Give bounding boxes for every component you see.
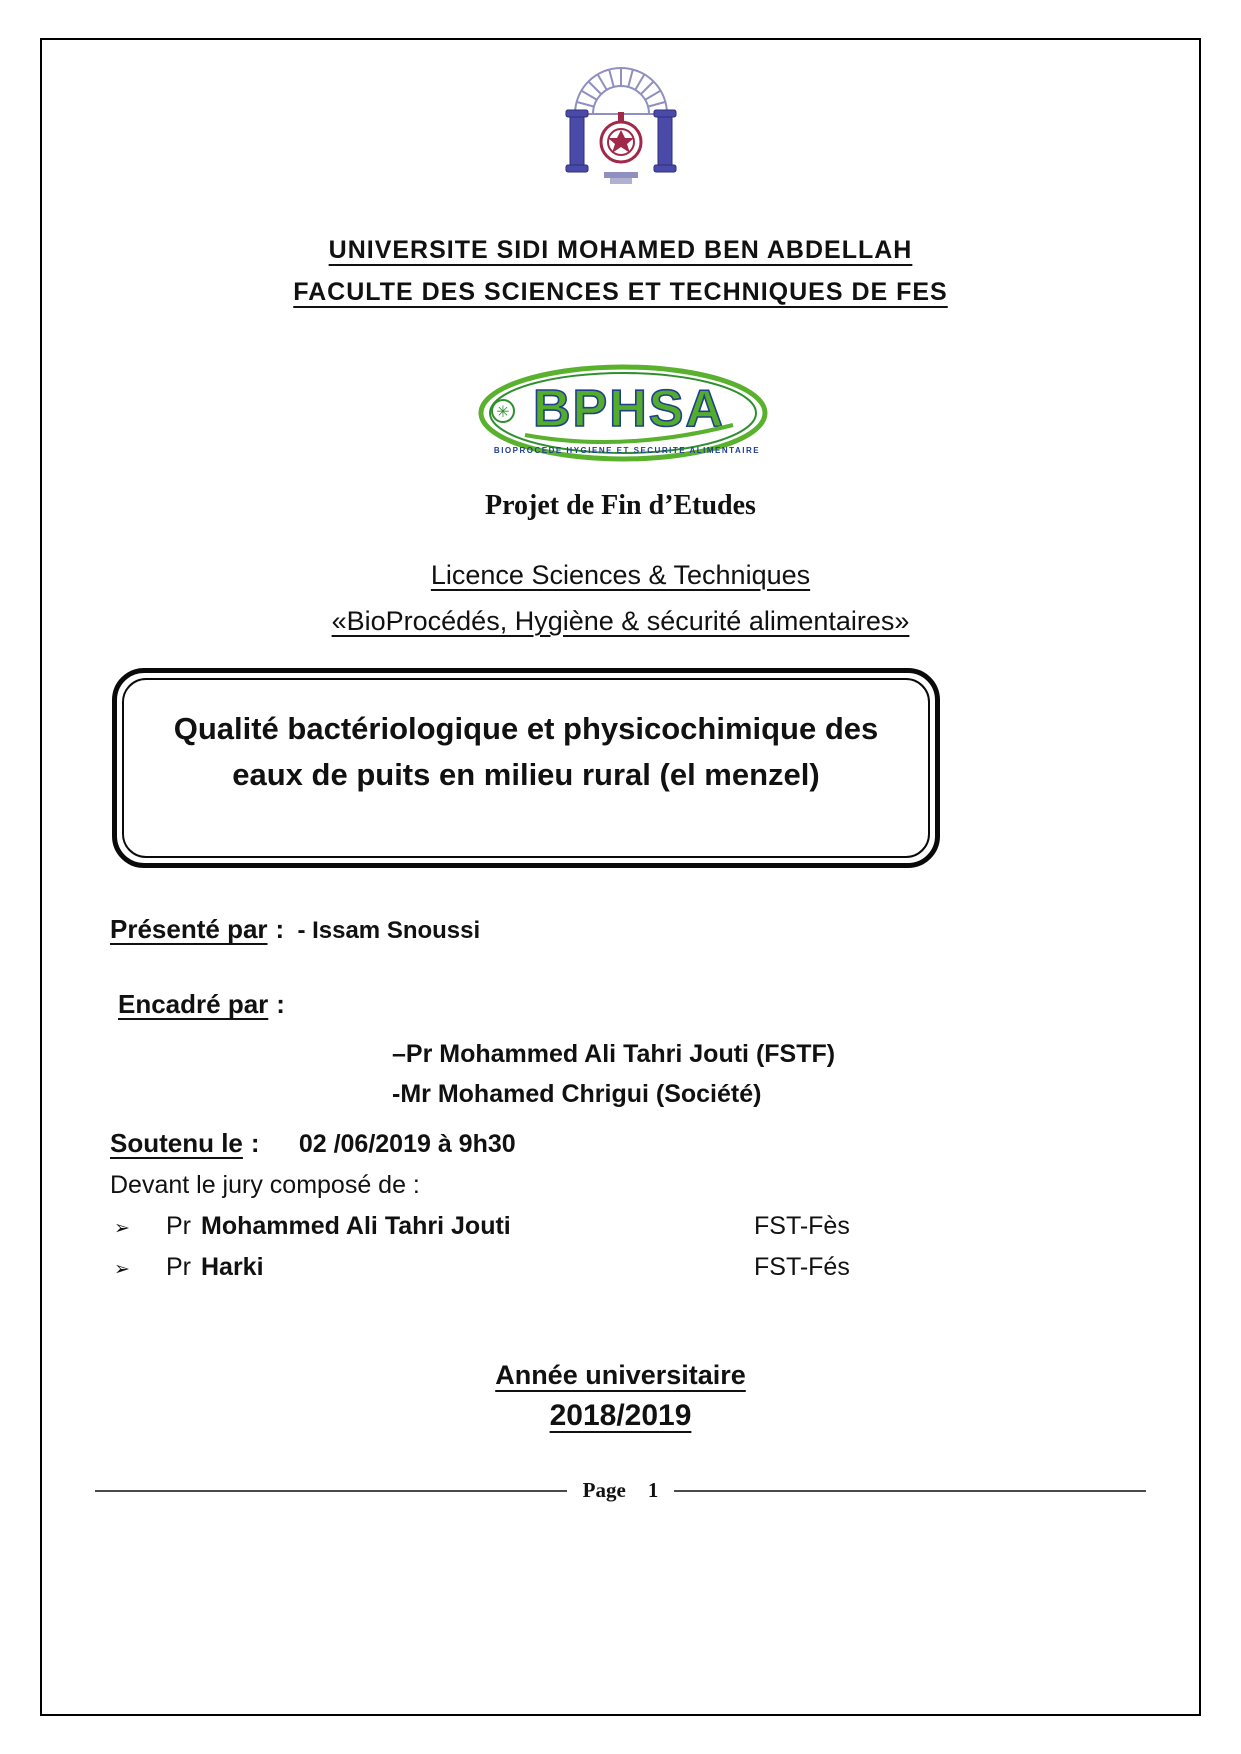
specialty-name: «BioProcédés, Hygiène & sécurité alimentaires» [331, 606, 910, 636]
degree-name: Licence Sciences & Techniques [430, 560, 811, 590]
supervised-by-colon: : [276, 989, 285, 1019]
academic-year-block [110, 1360, 1131, 1433]
defense-date-row [110, 1128, 1131, 1159]
svg-text:✳: ✳ [495, 404, 510, 421]
jury-member-name [166, 1253, 754, 1282]
supervisor-1: –Pr Mohammed Ali Tahri Jouti (FSTF) [392, 1040, 836, 1068]
thesis-title-line2: eaux de puits en milieu rural (el menzel) [232, 757, 820, 792]
defense-date-colon: : [250, 1128, 260, 1158]
bphsa-subtitle: BIOPROCEDE HYGIENE ET SECURITE ALIMENTAIRE [493, 446, 760, 455]
thesis-title-box [112, 668, 940, 868]
jury-member-affiliation: FST-Fès [754, 1212, 850, 1240]
thesis-title [122, 678, 930, 858]
page-footer [95, 1478, 1146, 1503]
supervisor-2: -Mr Mohamed Chrigui (Société) [392, 1080, 762, 1108]
jury-member-affiliation: FST-Fés [754, 1253, 850, 1281]
author-name: - Issam Snoussi [297, 917, 481, 944]
faculty-name: FACULTE DES SCIENCES ET TECHNIQUES DE FES [293, 278, 948, 306]
university-crest-logo [110, 52, 1131, 195]
jury-intro: Devant le jury composé de : [110, 1171, 420, 1199]
project-type-title: Projet de Fin d’Etudes [485, 490, 756, 521]
jury-member-fullname: Harki [201, 1253, 264, 1281]
jury-member-fullname: Mohammed Ali Tahri Jouti [201, 1212, 511, 1240]
jury-bullet-icon: ➢ [114, 1218, 130, 1239]
university-name: UNIVERSITE SIDI MOHAMED BEN ABDELLAH [328, 236, 913, 264]
defense-date-label: Soutenu le [110, 1128, 243, 1158]
university-crest-icon [546, 52, 696, 190]
institution-header [110, 229, 1131, 313]
page-content [42, 40, 1199, 1714]
jury-member-title: Pr [166, 1212, 191, 1240]
academic-year-value: 2018/2019 [549, 1399, 692, 1432]
academic-year-label: Année universitaire [495, 1360, 746, 1390]
bphsa-logo-icon [471, 363, 771, 471]
jury-member-row-1 [114, 1212, 876, 1241]
presented-by-row [110, 914, 1131, 945]
presented-by-colon: : [275, 914, 285, 944]
jury-member-name [166, 1212, 754, 1241]
defense-datetime: 02 /06/2019 à 9h30 [298, 1130, 516, 1158]
jury-member-title: Pr [166, 1253, 191, 1281]
jury-member-row-2 [114, 1253, 876, 1282]
footer-rule-right [674, 1490, 1146, 1492]
bphsa-acronym: BPHSA [532, 380, 725, 438]
degree-block [110, 552, 1131, 644]
supervised-by-row [110, 989, 1131, 1020]
page-label: Page [582, 1478, 626, 1502]
footer-rule-left [95, 1490, 567, 1492]
page-number: 1 [647, 1478, 659, 1502]
presented-by-label: Présenté par [110, 914, 268, 944]
supervised-by-label: Encadré par [118, 989, 269, 1019]
jury-bullet-icon: ➢ [114, 1259, 130, 1280]
thesis-title-line1: Qualité bactériologique et physicochimique des [173, 711, 879, 746]
bphsa-logo [110, 363, 1131, 476]
